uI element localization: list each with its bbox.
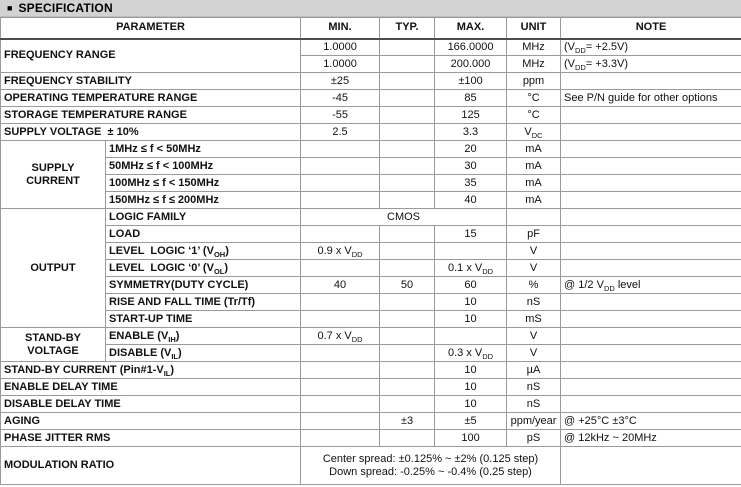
unit-value: mA bbox=[507, 175, 561, 192]
subparam-frequency-band: 150MHz ≤ f ≤ 200MHz bbox=[106, 192, 301, 209]
max-value: 60 bbox=[435, 277, 507, 294]
header-max: MAX. bbox=[435, 18, 507, 39]
row-frequency-stability bbox=[1, 73, 741, 90]
param-phase-jitter: PHASE JITTER RMS bbox=[1, 430, 301, 447]
typ-value-empty bbox=[380, 141, 435, 158]
param-standby-current: STAND-BY CURRENT $(Pin\#1-V_{IL})$ bbox=[1, 362, 301, 379]
min-value: 2.5 bbox=[301, 124, 380, 141]
group-label-line: SUPPLY bbox=[31, 161, 75, 174]
note-value-empty bbox=[561, 294, 741, 311]
row-modulation-ratio bbox=[1, 447, 741, 485]
unit-value: $V_{DC}$ bbox=[507, 124, 561, 141]
note-value: @ 1/2 $V_{DD}$ level bbox=[561, 277, 741, 294]
subparam-symmetry: SYMMETRY(DUTY CYCLE) bbox=[106, 277, 301, 294]
subparam-logic-family: LOGIC FAMILY bbox=[106, 209, 301, 226]
group-supply-current bbox=[1, 141, 106, 209]
row-standby-enable bbox=[1, 328, 741, 345]
typ-value-empty bbox=[380, 328, 435, 345]
row-logic-family bbox=[1, 209, 741, 226]
unit-value: V bbox=[507, 345, 561, 362]
row-storage-temperature bbox=[1, 107, 741, 124]
min-value: ±25 bbox=[301, 73, 380, 90]
section-title: SPECIFICATION bbox=[18, 1, 113, 15]
row-supply-voltage bbox=[1, 124, 741, 141]
subparam-level-logic-1: LEVEL LOGIC ‘1’ $(V_{OH})$ bbox=[106, 243, 301, 260]
unit-value: pF bbox=[507, 226, 561, 243]
max-value: 20 bbox=[435, 141, 507, 158]
section-title-bar bbox=[0, 0, 741, 17]
typ-value-empty bbox=[380, 430, 435, 447]
min-value-empty bbox=[301, 294, 380, 311]
unit-value: mA bbox=[507, 141, 561, 158]
header-parameter: PARAMETER bbox=[1, 18, 301, 39]
min-value: -55 bbox=[301, 107, 380, 124]
subparam-rise-fall-time: RISE AND FALL TIME (Tr/Tf) bbox=[106, 294, 301, 311]
subparam-frequency-band: 100MHz ≤ f < 150MHz bbox=[106, 175, 301, 192]
max-value: 125 bbox=[435, 107, 507, 124]
max-value: 10 bbox=[435, 311, 507, 328]
unit-value: mS bbox=[507, 311, 561, 328]
min-value: 1.0000 bbox=[301, 39, 380, 56]
unit-value: mA bbox=[507, 158, 561, 175]
max-value: 10 bbox=[435, 294, 507, 311]
unit-value: °C bbox=[507, 107, 561, 124]
row-level-logic-0 bbox=[1, 260, 741, 277]
typ-value-empty bbox=[380, 362, 435, 379]
typ-value-empty bbox=[380, 107, 435, 124]
group-label-line: CURRENT bbox=[26, 174, 80, 187]
note-value-empty bbox=[561, 124, 741, 141]
header-unit: UNIT bbox=[507, 18, 561, 39]
row-standby-current bbox=[1, 362, 741, 379]
min-value-empty bbox=[301, 192, 380, 209]
min-value-empty bbox=[301, 379, 380, 396]
typ-value-empty bbox=[380, 260, 435, 277]
subparam-enable: ENABLE $(V_{IH})$ bbox=[106, 328, 301, 345]
note-value-empty bbox=[561, 328, 741, 345]
note-value-empty bbox=[561, 396, 741, 413]
unit-value: V bbox=[507, 328, 561, 345]
min-value-empty bbox=[301, 141, 380, 158]
row-symmetry bbox=[1, 277, 741, 294]
note-value-empty bbox=[561, 175, 741, 192]
param-operating-temperature: OPERATING TEMPERATURE RANGE bbox=[1, 90, 301, 107]
group-label-line: OUTPUT bbox=[30, 261, 76, 274]
row-startup-time bbox=[1, 311, 741, 328]
note-value-empty bbox=[561, 226, 741, 243]
max-value-empty bbox=[435, 243, 507, 260]
min-value: -45 bbox=[301, 90, 380, 107]
row-level-logic-1 bbox=[1, 243, 741, 260]
param-frequency-stability: FREQUENCY STABILITY bbox=[1, 73, 301, 90]
row-standby-disable bbox=[1, 345, 741, 362]
max-value: 30 bbox=[435, 158, 507, 175]
header-typ: TYP. bbox=[380, 18, 435, 39]
note-value: @ +25°C ±3°C bbox=[561, 413, 741, 430]
row-frequency-range-1 bbox=[1, 39, 741, 56]
typ-value-empty bbox=[380, 73, 435, 90]
unit-value: ppm/year bbox=[507, 413, 561, 430]
subparam-level-logic-0: LEVEL LOGIC ‘0’ $(V_{OL})$ bbox=[106, 260, 301, 277]
param-storage-temperature: STORAGE TEMPERATURE RANGE bbox=[1, 107, 301, 124]
unit-value: % bbox=[507, 277, 561, 294]
group-output bbox=[1, 209, 106, 328]
subparam-load: LOAD bbox=[106, 226, 301, 243]
row-rise-fall-time bbox=[1, 294, 741, 311]
typ-value-empty bbox=[380, 90, 435, 107]
note-value: $(V_{DD}= +2.5V)$ bbox=[561, 39, 741, 56]
row-supply-current-2 bbox=[1, 158, 741, 175]
max-value: 200.000 bbox=[435, 56, 507, 73]
typ-value-empty bbox=[380, 345, 435, 362]
min-value: 1.0000 bbox=[301, 56, 380, 73]
typ-value-empty bbox=[380, 396, 435, 413]
unit-value: nS bbox=[507, 379, 561, 396]
min-value-empty bbox=[301, 362, 380, 379]
row-enable-delay bbox=[1, 379, 741, 396]
max-value: 0.1 x $V_{DD}$ bbox=[435, 260, 507, 277]
max-value: 35 bbox=[435, 175, 507, 192]
param-frequency-range: FREQUENCY RANGE bbox=[1, 39, 301, 73]
note-value-empty bbox=[561, 311, 741, 328]
min-value-empty bbox=[301, 158, 380, 175]
min-value-empty bbox=[301, 413, 380, 430]
max-value: ±100 bbox=[435, 73, 507, 90]
min-value-empty bbox=[301, 396, 380, 413]
unit-value: pS bbox=[507, 430, 561, 447]
logic-family-value: CMOS bbox=[301, 209, 507, 226]
param-supply-voltage: SUPPLY VOLTAGE ± 10% bbox=[1, 124, 301, 141]
max-value-empty bbox=[435, 328, 507, 345]
row-supply-current-3 bbox=[1, 175, 741, 192]
min-value: 0.7 x $V_{DD}$ bbox=[301, 328, 380, 345]
modulation-down-spread: Down spread: -0.25% ~ -0.4% (0.25 step) bbox=[329, 465, 532, 478]
note-value-empty bbox=[561, 260, 741, 277]
max-value: 10 bbox=[435, 396, 507, 413]
typ-value-empty bbox=[380, 56, 435, 73]
max-value: ±5 bbox=[435, 413, 507, 430]
typ-value-empty bbox=[380, 243, 435, 260]
note-value-empty bbox=[561, 73, 741, 90]
min-value-empty bbox=[301, 345, 380, 362]
header-min: MIN. bbox=[301, 18, 380, 39]
group-label-line: STAND-BY bbox=[24, 331, 81, 344]
min-value-empty bbox=[301, 311, 380, 328]
specification-table bbox=[0, 17, 741, 485]
unit-value: V bbox=[507, 260, 561, 277]
note-value-empty bbox=[561, 107, 741, 124]
max-value: 10 bbox=[435, 362, 507, 379]
note-value-empty bbox=[561, 345, 741, 362]
subparam-disable: DISABLE $(V_{IL})$ bbox=[106, 345, 301, 362]
typ-value-empty bbox=[380, 379, 435, 396]
subparam-startup-time: START-UP TIME bbox=[106, 311, 301, 328]
typ-value-empty bbox=[380, 294, 435, 311]
unit-value: ppm bbox=[507, 73, 561, 90]
param-aging: AGING bbox=[1, 413, 301, 430]
typ-value-empty bbox=[380, 311, 435, 328]
row-aging bbox=[1, 413, 741, 430]
row-disable-delay bbox=[1, 396, 741, 413]
max-value: 100 bbox=[435, 430, 507, 447]
param-disable-delay: DISABLE DELAY TIME bbox=[1, 396, 301, 413]
param-modulation-ratio: MODULATION RATIO bbox=[1, 447, 301, 485]
typ-value: 50 bbox=[380, 277, 435, 294]
note-value: $(V_{DD}= +3.3V)$ bbox=[561, 56, 741, 73]
modulation-center-spread: Center spread: ±0.125% ~ ±2% (0.125 step) bbox=[322, 452, 539, 465]
square-bullet-icon: ■ bbox=[7, 2, 13, 13]
unit-value: °C bbox=[507, 90, 561, 107]
typ-value-empty bbox=[380, 158, 435, 175]
unit-value-empty bbox=[507, 209, 561, 226]
note-value-empty bbox=[561, 447, 741, 485]
note-value: See P/N guide for other options bbox=[561, 90, 741, 107]
min-value: 0.9 x $V_{DD}$ bbox=[301, 243, 380, 260]
row-load bbox=[1, 226, 741, 243]
modulation-spread-values bbox=[301, 447, 561, 485]
typ-value-empty bbox=[380, 192, 435, 209]
unit-value: µA bbox=[507, 362, 561, 379]
max-value: 166.0000 bbox=[435, 39, 507, 56]
subparam-frequency-band: 50MHz ≤ f < 100MHz bbox=[106, 158, 301, 175]
typ-value-empty bbox=[380, 39, 435, 56]
unit-value: V bbox=[507, 243, 561, 260]
unit-value: MHz bbox=[507, 39, 561, 56]
row-operating-temperature bbox=[1, 90, 741, 107]
header-note: NOTE bbox=[561, 18, 741, 39]
typ-value: ±3 bbox=[380, 413, 435, 430]
note-value-empty bbox=[561, 209, 741, 226]
max-value: 0.3 x $V_{DD}$ bbox=[435, 345, 507, 362]
header-row bbox=[1, 18, 741, 39]
note-value: @ 12kHz ~ 20MHz bbox=[561, 430, 741, 447]
typ-value-empty bbox=[380, 175, 435, 192]
typ-value-empty bbox=[380, 124, 435, 141]
min-value-empty bbox=[301, 260, 380, 277]
row-supply-current-4 bbox=[1, 192, 741, 209]
min-value-empty bbox=[301, 226, 380, 243]
group-label-line: VOLTAGE bbox=[27, 344, 79, 357]
note-value-empty bbox=[561, 362, 741, 379]
note-value-empty bbox=[561, 158, 741, 175]
param-enable-delay: ENABLE DELAY TIME bbox=[1, 379, 301, 396]
row-supply-current-1 bbox=[1, 141, 741, 158]
unit-value: nS bbox=[507, 294, 561, 311]
note-value-empty bbox=[561, 192, 741, 209]
max-value: 10 bbox=[435, 379, 507, 396]
max-value: 3.3 bbox=[435, 124, 507, 141]
max-value: 40 bbox=[435, 192, 507, 209]
unit-value: nS bbox=[507, 396, 561, 413]
max-value: 85 bbox=[435, 90, 507, 107]
group-standby-voltage bbox=[1, 328, 106, 362]
unit-value: mA bbox=[507, 192, 561, 209]
note-value-empty bbox=[561, 243, 741, 260]
min-value: 40 bbox=[301, 277, 380, 294]
min-value-empty bbox=[301, 430, 380, 447]
subparam-frequency-band: 1MHz ≤ f < 50MHz bbox=[106, 141, 301, 158]
note-value-empty bbox=[561, 141, 741, 158]
min-value-empty bbox=[301, 175, 380, 192]
note-value-empty bbox=[561, 379, 741, 396]
unit-value: MHz bbox=[507, 56, 561, 73]
typ-value-empty bbox=[380, 226, 435, 243]
max-value: 15 bbox=[435, 226, 507, 243]
row-phase-jitter bbox=[1, 430, 741, 447]
